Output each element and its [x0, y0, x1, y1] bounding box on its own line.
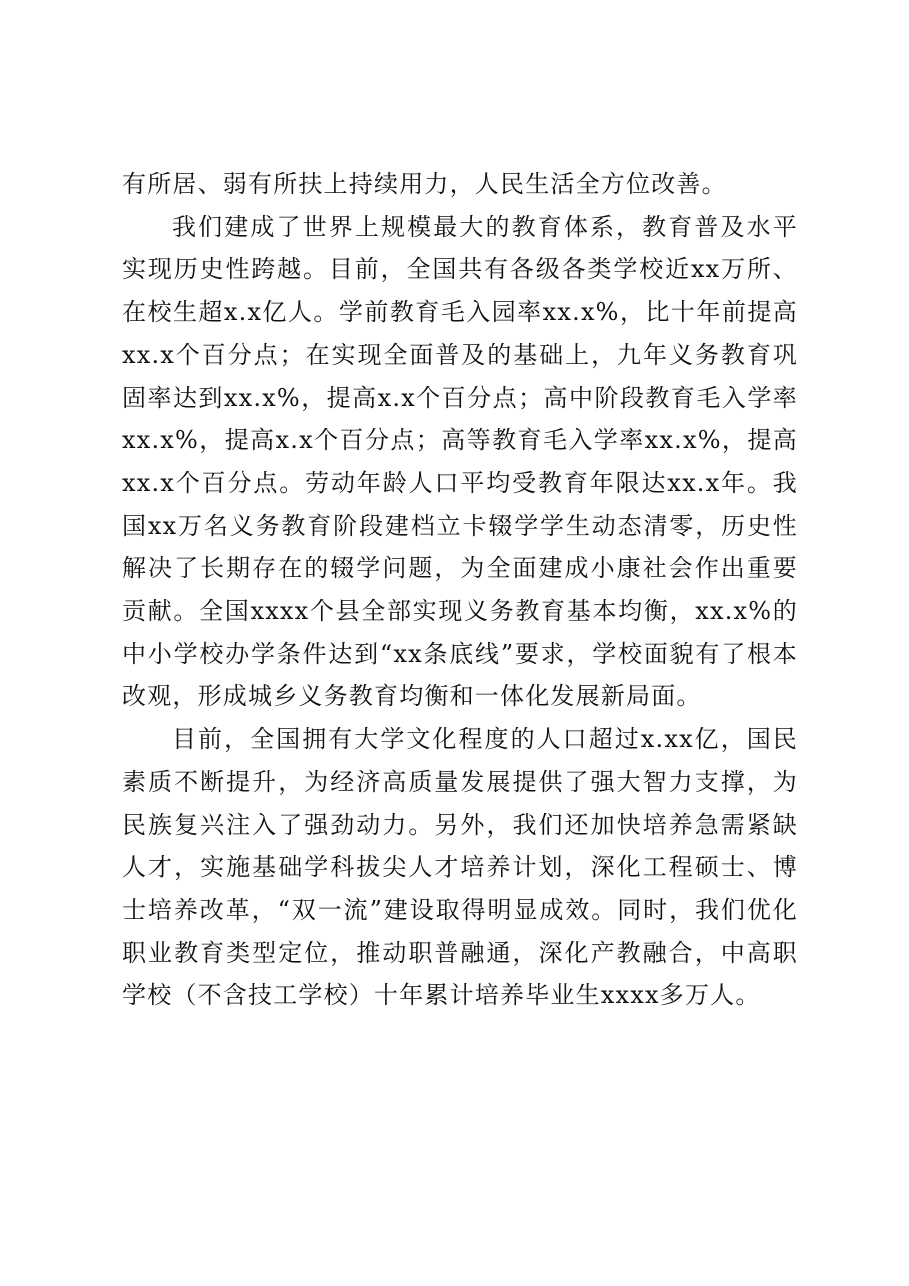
paragraph-education-system: 我们建成了世界上规模最大的教育体系，教育普及水平实现历史性跨越。目前，全国共有各级各类学校近xx万所、在校生超x.x亿人。学前教育毛入园率xx.x%，比十年前提高xx.x个百分点；在实现全面普及的基础上，九年义务教育巩固率达到xx.x%，提高x.x个百分点；高中阶段教育毛入学率xx.x%，提高x.x个百分点；高等教育毛入学率xx.x%，提高xx.x个百分点。劳动年龄人口平均受教育年限达xx.x年。我国xx万名义务教育阶段建档立卡辍学学生动态清零，历史性解决了长期存在的辍学问题，为全面建成小康社会作出重要贡献。全国xxxx个县全部实现义务教育基本均衡，xx.x%的中小学校办学条件达到“xx条底线”要求，学校面貌有了根本改观，形成城乡义务教育均衡和一体化发展新局面。 [122, 212, 798, 711]
document-body [122, 163, 798, 1017]
paragraph-talent-cultivation: 目前，全国拥有大学文化程度的人口超过x.xx亿，国民素质不断提升，为经济高质量发展提供了强大智力支撑，为民族复兴注入了强劲动力。另外，我们还加快培养急需紧缺人才，实施基础学科拔尖人才培养计划，深化工程硕士、博士培养改革，“双一流”建设取得明显成效。同时，我们优化职业教育类型定位，推动职普融通，深化产教融合，中高职学校（不含技工学校）十年累计培养毕业生xxxx多万人。 [122, 725, 798, 1010]
paragraph-continuation: 有所居、弱有所扶上持续用力，人民生活全方位改善。 [122, 170, 727, 198]
